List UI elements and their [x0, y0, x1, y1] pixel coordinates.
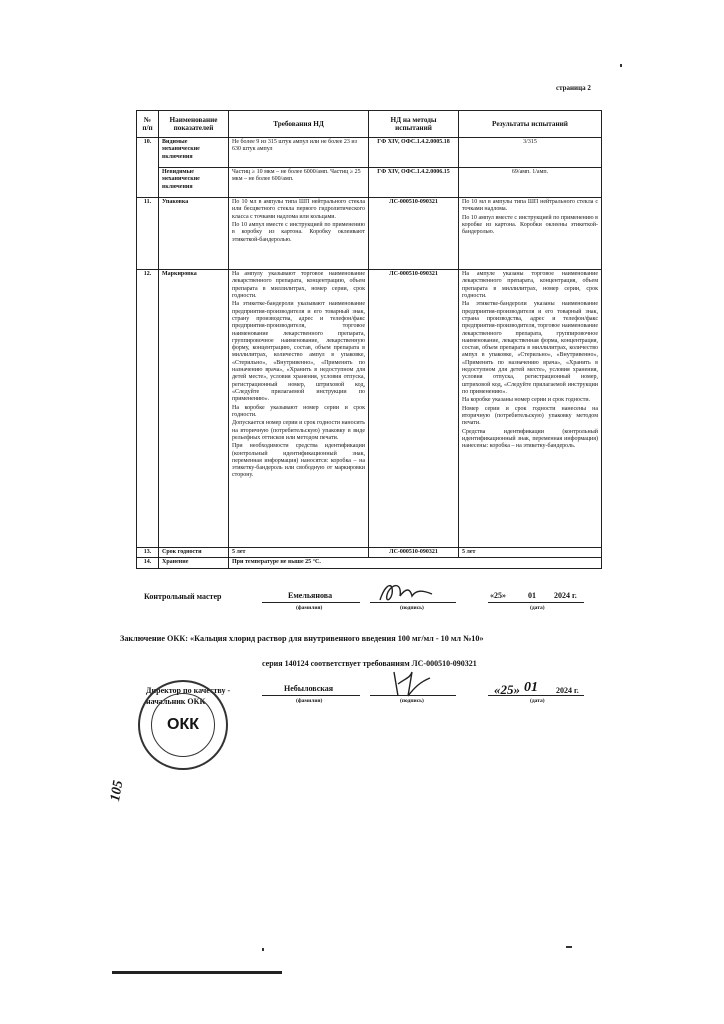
control-date-day: «25» — [490, 591, 506, 600]
header-requirements: Требования НД — [229, 111, 369, 138]
header-methods: НД на методы испытаний — [369, 111, 459, 138]
conclusion-line-1: Заключение ОКК: «Кальция хлорид раствор для внутривенного введения 100 мг/мл - 10 мл №10» — [120, 634, 484, 643]
row-result: 69/амп. 1/амп. — [459, 168, 602, 198]
margin-note: 105 — [108, 779, 127, 803]
row-number: 12. — [137, 270, 159, 548]
scan-dot — [262, 948, 264, 951]
control-date-year: 2024 г. — [554, 591, 577, 600]
result-paragraph: По 10 ампул вместе с инструкцией по применению в коробке из картона. Коробки оклеены этикеткой-бандеролью. — [462, 214, 598, 236]
row-requirement: При температуре не выше 25 °С. — [229, 558, 602, 568]
row-result — [459, 270, 602, 548]
row-requirement: Частиц ≥ 10 мкм – не более 6000/амп. Частиц ≥ 25 мкм – не более 600/амп. — [229, 168, 369, 198]
table-row — [137, 138, 602, 168]
control-master-label: Контрольный мастер — [144, 592, 222, 601]
row-requirement: Не более 9 из 315 штук ампул или не более 23 из 630 штук ампул — [229, 138, 369, 168]
row-number: 13. — [137, 548, 159, 558]
row-indicator: Упаковка — [159, 198, 229, 270]
director-name: Небыловская — [284, 684, 334, 693]
requirement-paragraph: При необходимости средства идентификации (контрольный идентификационный знак, переменная информация) наносятся: коробка – на этикетку-бандероль или свободную от маркировки сторону. — [232, 443, 365, 479]
okk-stamp — [138, 680, 231, 770]
row-requirement — [229, 270, 369, 548]
row-number: 11. — [137, 198, 159, 270]
row-indicator: Видимые механические включения — [159, 138, 229, 168]
result-paragraph: На этикетке-бандероли указаны наименование предприятия-производителя и его товарный знак, страна производства, адрес и телефон/факс предприятия-производителя, торговое наименование лекарственного препарата, группировочное наименование, лекарственная форма, концентрация, состав, объем препарата в миллилитрах, количество ампул в упаковке, «Стерильно», «Внутривенно», «Применять по назначению врача», «Хранить в недоступном для детей месте», условия хранения, условия отпуска, регистрационный номер, штриховой код, «Следуйте прилагаемой инструкции по применению». — [462, 301, 598, 395]
row-indicator: Хранение — [159, 558, 229, 568]
header-indicator: Наименование показателей — [159, 111, 229, 138]
row-method: ЛС-000510-090321 — [369, 548, 459, 558]
director-role-label-2: начальник ОКК — [146, 697, 206, 706]
scan-edge-bar — [112, 971, 282, 974]
row-result: 5 лет — [459, 548, 602, 558]
table-row — [137, 270, 602, 548]
row-method: ЛС-000510-090321 — [369, 198, 459, 270]
director-role-label: Директор по качеству - — [146, 686, 231, 695]
director-date-year: 2024 г. — [556, 686, 579, 695]
table-row — [137, 548, 602, 558]
header-num: № п/п — [137, 111, 159, 138]
director-date-month: 01 — [524, 680, 538, 695]
result-paragraph: По 10 мл в ампулы типа ШП нейтрального стекла с точками надлома. — [462, 199, 598, 213]
control-date-month: 01 — [528, 591, 536, 600]
date-caption: (дата) — [530, 605, 545, 611]
row-indicator: Срок годности — [159, 548, 229, 558]
scan-dot — [620, 64, 622, 67]
row-requirement — [229, 198, 369, 270]
test-results-table — [136, 110, 602, 569]
result-paragraph: Средства идентификации (контрольный идентификационный знак, переменная информация) нанесены: коробка – на этикетку-бандероль. — [462, 428, 598, 450]
table-row — [137, 168, 602, 198]
name-caption: (фамилия) — [296, 698, 323, 704]
row-result — [459, 198, 602, 270]
row-number: 14. — [137, 558, 159, 568]
director-date-day: «25» — [494, 682, 520, 697]
row-method: ЛС-000510-090321 — [369, 270, 459, 548]
row-number: 10. — [137, 138, 159, 198]
requirement-paragraph: Допускается номер серии и срок годности наносить на вторичную (потребительскую) упаковку в виде рельефных оттисков или методом печати. — [232, 420, 365, 441]
row-method: ГФ XIV, ОФС.1.4.2.0006.15 — [369, 168, 459, 198]
conclusion-line-2: серия 140124 соответствует требованиям ЛС-000510-090321 — [262, 659, 477, 668]
requirement-paragraph: По 10 ампул вместе с инструкцией по применению в коробку из картона. Коробку оклеивают этикеткой-бандеролью. — [232, 221, 365, 243]
requirement-paragraph: На ампулу указывают торговое наименование лекарственного препарата, концентрацию, объем препарата в миллилитрах, номер серии, срок годности. — [232, 271, 365, 299]
requirement-paragraph: По 10 мл в ампулы типа ШП нейтрального стекла или бесцветного стекла первого гидролитического класса с точками надлома или кольцами. — [232, 199, 365, 220]
row-result: 3/315 — [459, 138, 602, 168]
row-method: ГФ XIV, ОФС.1.4.2.0005.18 — [369, 138, 459, 168]
date-caption: (дата) — [530, 698, 545, 704]
page-label: страница 2 — [556, 84, 591, 92]
signature-caption: (подпись) — [400, 698, 424, 704]
requirement-paragraph: На этикетке-бандероли указывают наименование предприятия-производителя и его товарный знак, страну производства, адрес и телефон/факс предприятия-производителя, торговое наименование лекарственного препарата, группировочное наименование, лекарственную форму, концентрацию, состав, объем препарата в миллилитрах, количество ампул в упаковке, «Стерильно», «Внутривенно», «Применять по назначению врача», «Хранить в недоступном для детей месте», условия хранения, условия отпуска, регистрационный номер, штриховой код, «Следуйте прилагаемой инструкции по применению». — [232, 301, 365, 403]
table-row — [137, 198, 602, 270]
header-results: Результаты испытаний — [459, 111, 602, 138]
name-caption: (фамилия) — [296, 605, 323, 611]
table-row — [137, 558, 602, 568]
result-paragraph: На ампуле указаны торговое наименование лекарственного препарата, концентрация, объем препарата в миллилитрах, номер серии, срок годности. — [462, 271, 598, 299]
row-indicator: Невидимые механические включения — [159, 168, 229, 198]
signature-caption: (подпись) — [400, 605, 424, 611]
scan-dot — [566, 946, 572, 948]
row-requirement: 5 лет — [229, 548, 369, 558]
requirement-paragraph: На коробке указывают номер серии и срок годности. — [232, 404, 365, 418]
result-paragraph: На коробке указаны номер серии и срок годности. — [462, 397, 591, 404]
table-header-row — [137, 111, 602, 138]
control-master-name: Емельянова — [288, 591, 333, 600]
stamp-text: ОКК — [167, 716, 199, 733]
result-paragraph: Номер серии и срок годности нанесены на вторичную (потребительскую) упаковку методом печати. — [462, 405, 598, 427]
row-indicator: Маркировка — [159, 270, 229, 548]
